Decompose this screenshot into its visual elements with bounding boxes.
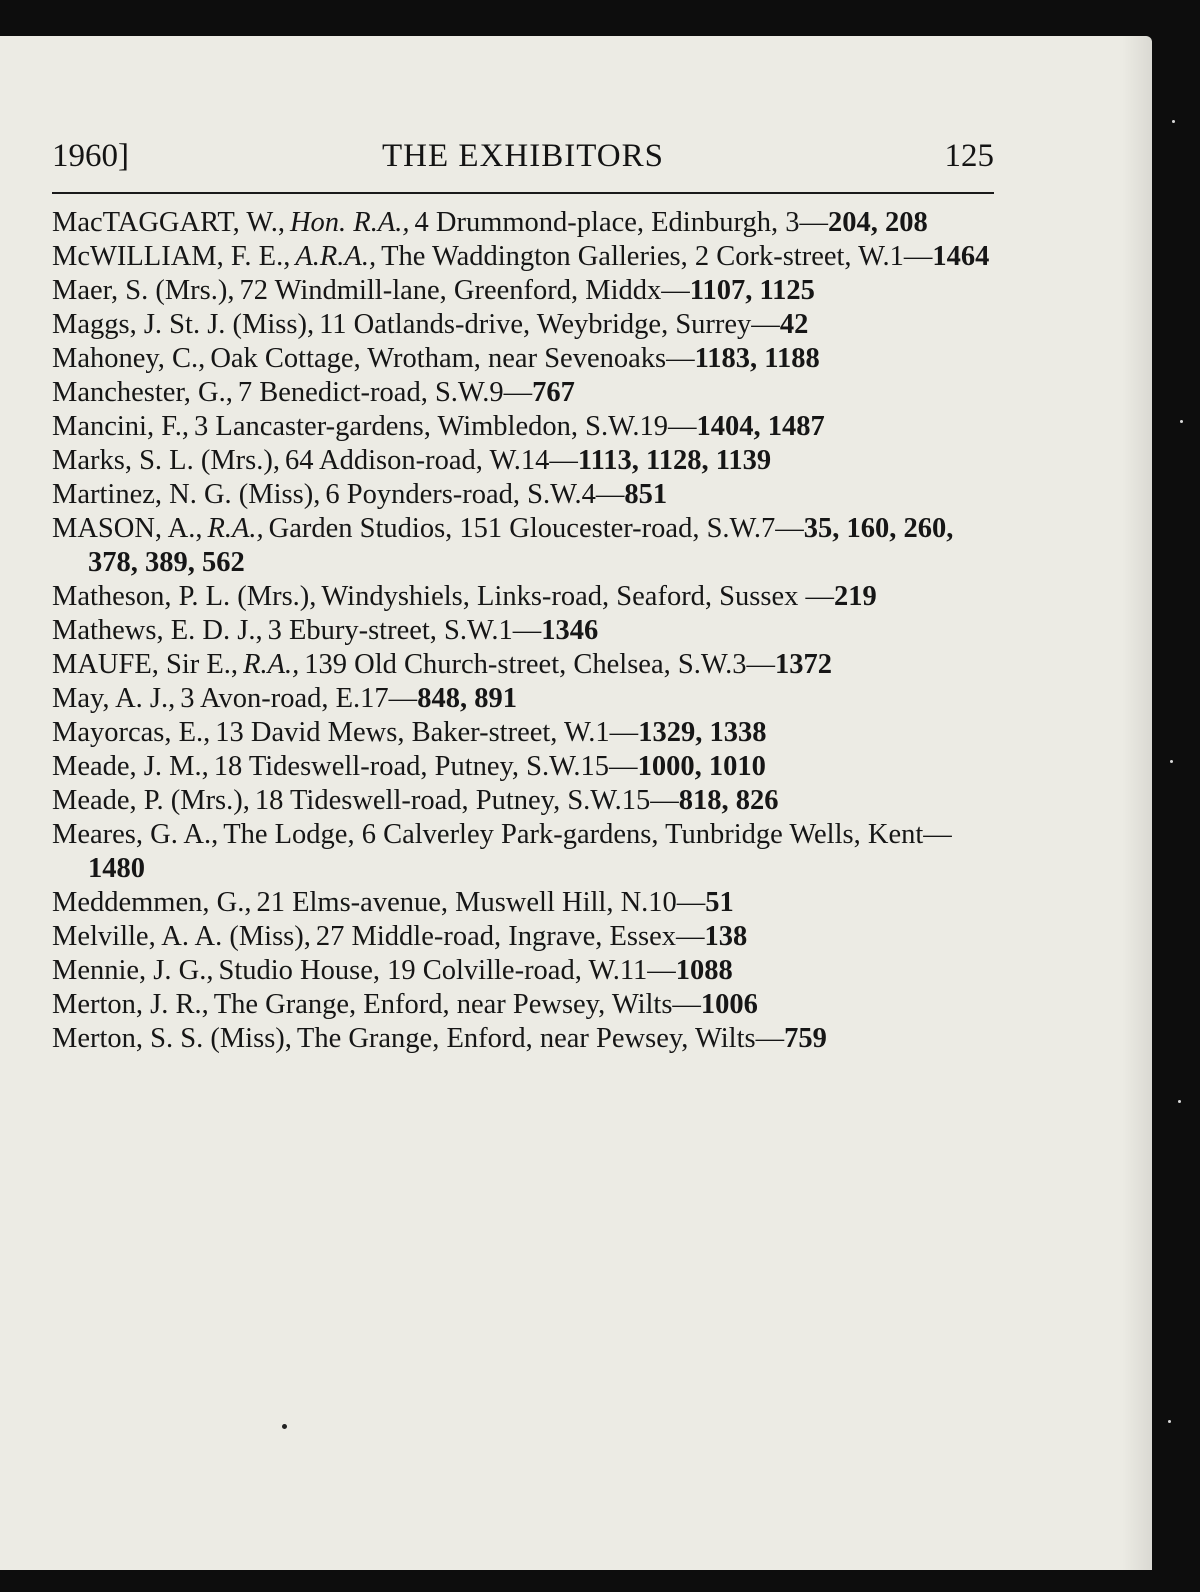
exhibitor-name: Merton, S. S. (Miss),	[52, 1023, 292, 1054]
exhibitor-name: Melville, A. A. (Miss),	[52, 921, 311, 952]
exhibitor-name: Mathews, E. D. J.,	[52, 615, 263, 646]
exhibitor-name: Manchester, G.,	[52, 377, 233, 408]
exhibitor-name: MacTAGGART, W.,	[52, 207, 285, 238]
exhibitor-address: 13 David Mews, Baker-street, W.1—	[215, 717, 639, 748]
scan-dust	[1170, 760, 1173, 763]
catalogue-numbers: 767	[532, 377, 575, 408]
header-title: THE EXHIBITORS	[382, 138, 664, 174]
exhibitor-entry	[52, 342, 994, 376]
scan-dust	[1172, 120, 1175, 123]
catalogue-numbers: 1006	[700, 989, 758, 1020]
exhibitor-name: Marks, S. L. (Mrs.),	[52, 445, 280, 476]
exhibitor-qualification: A.R.A.,	[295, 241, 377, 272]
exhibitor-address: The Lodge, 6 Calverley Park-gardens, Tunbridge Wells, Kent—	[223, 819, 952, 850]
catalogue-numbers: 1404, 1487	[696, 411, 825, 442]
catalogue-numbers: 818, 826	[678, 785, 779, 816]
exhibitor-entry	[52, 512, 994, 580]
catalogue-numbers: 1183, 1188	[694, 343, 820, 374]
catalogue-numbers: 1464	[932, 241, 990, 272]
exhibitor-name: Mennie, J. G.,	[52, 955, 214, 986]
exhibitor-name: Maer, S. (Mrs.),	[52, 275, 235, 306]
exhibitor-name: Martinez, N. G. (Miss),	[52, 479, 321, 510]
exhibitor-name: Meddemmen, G.,	[52, 887, 252, 918]
exhibitor-entry	[52, 308, 994, 342]
exhibitor-entry	[52, 376, 994, 410]
exhibitor-address: Garden Studios, 151 Gloucester-road, S.W.7—	[268, 513, 804, 544]
exhibitor-address: The Grange, Enford, near Pewsey, Wilts—	[213, 989, 701, 1020]
page-number: 125	[944, 138, 994, 174]
exhibitor-address: 64 Addison-road, W.14—	[285, 445, 578, 476]
exhibitor-name: Meares, G. A.,	[52, 819, 219, 850]
exhibitor-address: 3 Avon-road, E.17—	[180, 683, 418, 714]
exhibitor-entry	[52, 682, 994, 716]
exhibitor-address: Windyshiels, Links-road, Seaford, Sussex —	[321, 581, 834, 612]
running-header	[52, 138, 994, 182]
exhibitor-entry	[52, 478, 994, 512]
exhibitor-address: The Grange, Enford, near Pewsey, Wilts—	[296, 1023, 785, 1054]
exhibitor-list	[52, 206, 994, 1056]
catalogue-numbers: 138	[704, 921, 748, 952]
exhibitor-entry	[52, 954, 994, 988]
exhibitor-entry	[52, 988, 994, 1022]
catalogue-numbers: 35, 160, 260, 378, 389, 562	[88, 513, 954, 578]
exhibitor-address: 3 Lancaster-gardens, Wimbledon, S.W.19—	[194, 411, 697, 442]
catalogue-numbers: 759	[784, 1023, 827, 1054]
exhibitor-entry	[52, 920, 994, 954]
exhibitor-address: Oak Cottage, Wrotham, near Sevenoaks—	[210, 343, 695, 374]
exhibitor-name: May, A. J.,	[52, 683, 176, 714]
exhibitor-address: 27 Middle-road, Ingrave, Essex—	[315, 921, 705, 952]
catalogue-numbers: 1329, 1338	[638, 717, 767, 748]
exhibitor-entry	[52, 274, 994, 308]
exhibitor-address: 7 Benedict-road, S.W.9—	[237, 377, 533, 408]
catalogue-numbers: 848, 891	[417, 683, 517, 714]
catalogue-numbers: 42	[779, 309, 809, 340]
exhibitor-address: 139 Old Church-street, Chelsea, S.W.3—	[304, 649, 775, 680]
scan-dust	[1168, 1420, 1171, 1423]
exhibitor-entry	[52, 750, 994, 784]
exhibitor-name: Matheson, P. L. (Mrs.),	[52, 581, 317, 612]
print-speck	[282, 1424, 287, 1429]
exhibitor-address: 11 Oatlands-drive, Weybridge, Surrey—	[319, 309, 780, 340]
exhibitor-address: 4 Drummond-place, Edinburgh, 3—	[414, 207, 828, 238]
catalogue-numbers: 851	[624, 479, 668, 510]
exhibitor-address: 72 Windmill-lane, Greenford, Middx—	[239, 275, 690, 306]
exhibitor-entry	[52, 784, 994, 818]
exhibitor-address: 6 Poynders-road, S.W.4—	[325, 479, 625, 510]
exhibitor-qualification: R.A.,	[207, 513, 264, 544]
catalogue-numbers: 1107, 1125	[689, 275, 815, 306]
exhibitor-entry	[52, 716, 994, 750]
catalogue-numbers: 219	[834, 581, 877, 612]
exhibitor-address: 18 Tideswell-road, Putney, S.W.15—	[213, 751, 638, 782]
exhibitor-entry	[52, 648, 994, 682]
catalogue-numbers: 51	[705, 887, 734, 918]
exhibitor-entry	[52, 580, 994, 614]
catalogue-numbers: 1346	[541, 615, 599, 646]
exhibitor-entry	[52, 614, 994, 648]
scan-dust	[1180, 420, 1183, 423]
header-year: 1960]	[52, 138, 129, 174]
exhibitor-name: Meade, J. M.,	[52, 751, 209, 782]
catalogue-numbers: 1480	[88, 853, 145, 884]
exhibitor-name: McWILLIAM, F. E.,	[52, 241, 291, 272]
exhibitor-entry	[52, 444, 994, 478]
catalogue-numbers: 1372	[774, 649, 832, 680]
exhibitor-name: Mahoney, C.,	[52, 343, 206, 374]
exhibitor-entry	[52, 240, 994, 274]
exhibitor-name: Merton, J. R.,	[52, 989, 209, 1020]
exhibitor-address: The Waddington Galleries, 2 Cork-street, W.1—	[381, 241, 933, 272]
exhibitor-entry	[52, 410, 994, 444]
book-page	[0, 36, 1152, 1570]
exhibitor-qualification: R.A.,	[243, 649, 300, 680]
exhibitor-address: 18 Tideswell-road, Putney, S.W.15—	[254, 785, 679, 816]
scan-dust	[1178, 1100, 1181, 1103]
exhibitor-name: MAUFE, Sir E.,	[52, 649, 239, 680]
exhibitor-entry	[52, 818, 994, 886]
exhibitor-qualification: Hon. R.A.,	[289, 207, 410, 238]
exhibitor-entry	[52, 206, 994, 240]
exhibitor-address: 3 Ebury-street, S.W.1—	[267, 615, 542, 646]
header-rule	[52, 192, 994, 194]
exhibitor-name: MASON, A.,	[52, 513, 203, 544]
exhibitor-name: Meade, P. (Mrs.),	[52, 785, 250, 816]
exhibitor-address: 21 Elms-avenue, Muswell Hill, N.10—	[256, 887, 706, 918]
exhibitor-name: Maggs, J. St. J. (Miss),	[52, 309, 315, 340]
exhibitor-entry	[52, 1022, 994, 1056]
catalogue-numbers: 1088	[675, 955, 733, 986]
catalogue-numbers: 204, 208	[827, 207, 928, 238]
catalogue-numbers: 1000, 1010	[637, 751, 766, 782]
exhibitor-entry	[52, 886, 994, 920]
exhibitor-address: Studio House, 19 Colville-road, W.11—	[218, 955, 676, 986]
exhibitor-name: Mayorcas, E.,	[52, 717, 211, 748]
exhibitor-name: Mancini, F.,	[52, 411, 190, 442]
catalogue-numbers: 1113, 1128, 1139	[577, 445, 772, 476]
